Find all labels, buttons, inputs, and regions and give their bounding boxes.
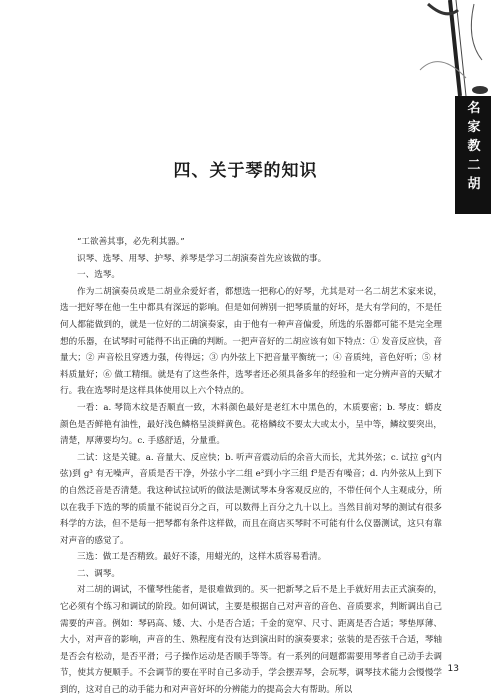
paragraph: 三选：做工是否精致。最好不漆，用蜡光的，这样木质容易看清。 bbox=[77, 552, 327, 563]
side-tab-label: 名 家 教 二 胡 bbox=[467, 101, 481, 192]
paragraph: 二、调琴。 bbox=[77, 568, 120, 579]
paragraph: 一、选琴。 bbox=[77, 270, 120, 281]
erhu-illustration bbox=[400, 0, 491, 96]
paragraph: 作为二胡演奏员或是二胡业余爱好者，都想选一把称心的好琴，尤其是对一名二胡艺术家来说，选一把好琴在他一生中都具有深远的影响。但是如何辨别一把琴质量的好坏，是大有学问的，不是任何人都能做到的，就是一位好的二胡演奏家，由于他有一种声音偏爱，所选的乐器都可能不是完全理想的乐器，在试琴时可能得不出正确的判断。一把声音好的二胡应该有如下特点：① 发音反应快，音量大；② 声音松且穿透力强，传得远；③ 内外弦上下把音量平衡统一；④ 音质纯，音色好听；⑤ 材料质量好；⑥ 做工精细。就是有了这些条件，选琴者还必须具备多年的经验和一定分辨声音的天赋才行。我在选琴时是这样具体使用以上六个特点的。 bbox=[60, 286, 442, 397]
paragraph: 识琴、选琴、用琴、护琴、养琴是学习二胡演奏首先应该做的事。 bbox=[77, 253, 327, 264]
page-number: 13 bbox=[447, 664, 459, 674]
paragraph: 一看：a. 琴筒木纹是否顺直一致，木料颜色最好是老红木中黑色的，木质要密；b. 琴皮：蟒皮颜色是否鲜艳有油性，最好浅色鳞格呈淡鲜黄色。花格鳞纹不要太大或太小，呈中等，鳞纹要突出，清楚，厚薄要均匀。c. 手感舒适，分量重。 bbox=[60, 402, 442, 447]
paragraph: “工欲善其事，必先利其器。” bbox=[77, 237, 185, 247]
paragraph: 对二胡的调试，不懂琴性能者，是很难做到的。买一把新琴之后不是上手就好用去正式演奏的，它必须有个练习和调试的阶段。如何调试，主要是根据自己对声音的音色、音质要求，判断调出自己需要的声音。例如：琴码高、矮、大、小是否合适；千金的宽窄、尺寸、距离是否合适；琴垫厚薄、大小，对声音的影响，声音的生、熟程度有没有达到演出时的演奏要求；弦装的是否弦千合适，琴轴是否会有松动，是否平滑；弓子操作运动是否顺手等等。有一系列的问题都需要用琴者自己动手去调节，使其方便顺手。不会调节的要在平时自己多动手，学会摆弄琴，会玩琴，调琴技术能力会慢慢学到的，这对自己的动手能力和对声音好坏的分辨能力的提高会大有帮助。所以 bbox=[60, 585, 442, 696]
paragraph: 二试：这是关键。a. 音量大、反应快；b. 听声音震动后的余音大而长，尤其外弦；c. 试拉 g²(内弦)到 g³ 有无噪声，音质是否干净，外弦小字二组 e²到小字三组 f³是否有噪音；d. 内外弦从上到下的自然泛音是否清楚。我这种试拉试听的做法是测试琴本身客观反应的，不带任何个人主观成分，所以在我手下选的琴的质量不能说百分之百，可以数得上百分之九十以上。当然目前对琴的测试有很多科学的方法，但不是每一把琴都有条件这样做，而且在商店买琴时不可能有什么仪器测试，这只有靠对声音的感觉了。 bbox=[60, 452, 442, 546]
chapter-title: 四、关于琴的知识 bbox=[173, 161, 318, 181]
body-text bbox=[60, 234, 442, 699]
